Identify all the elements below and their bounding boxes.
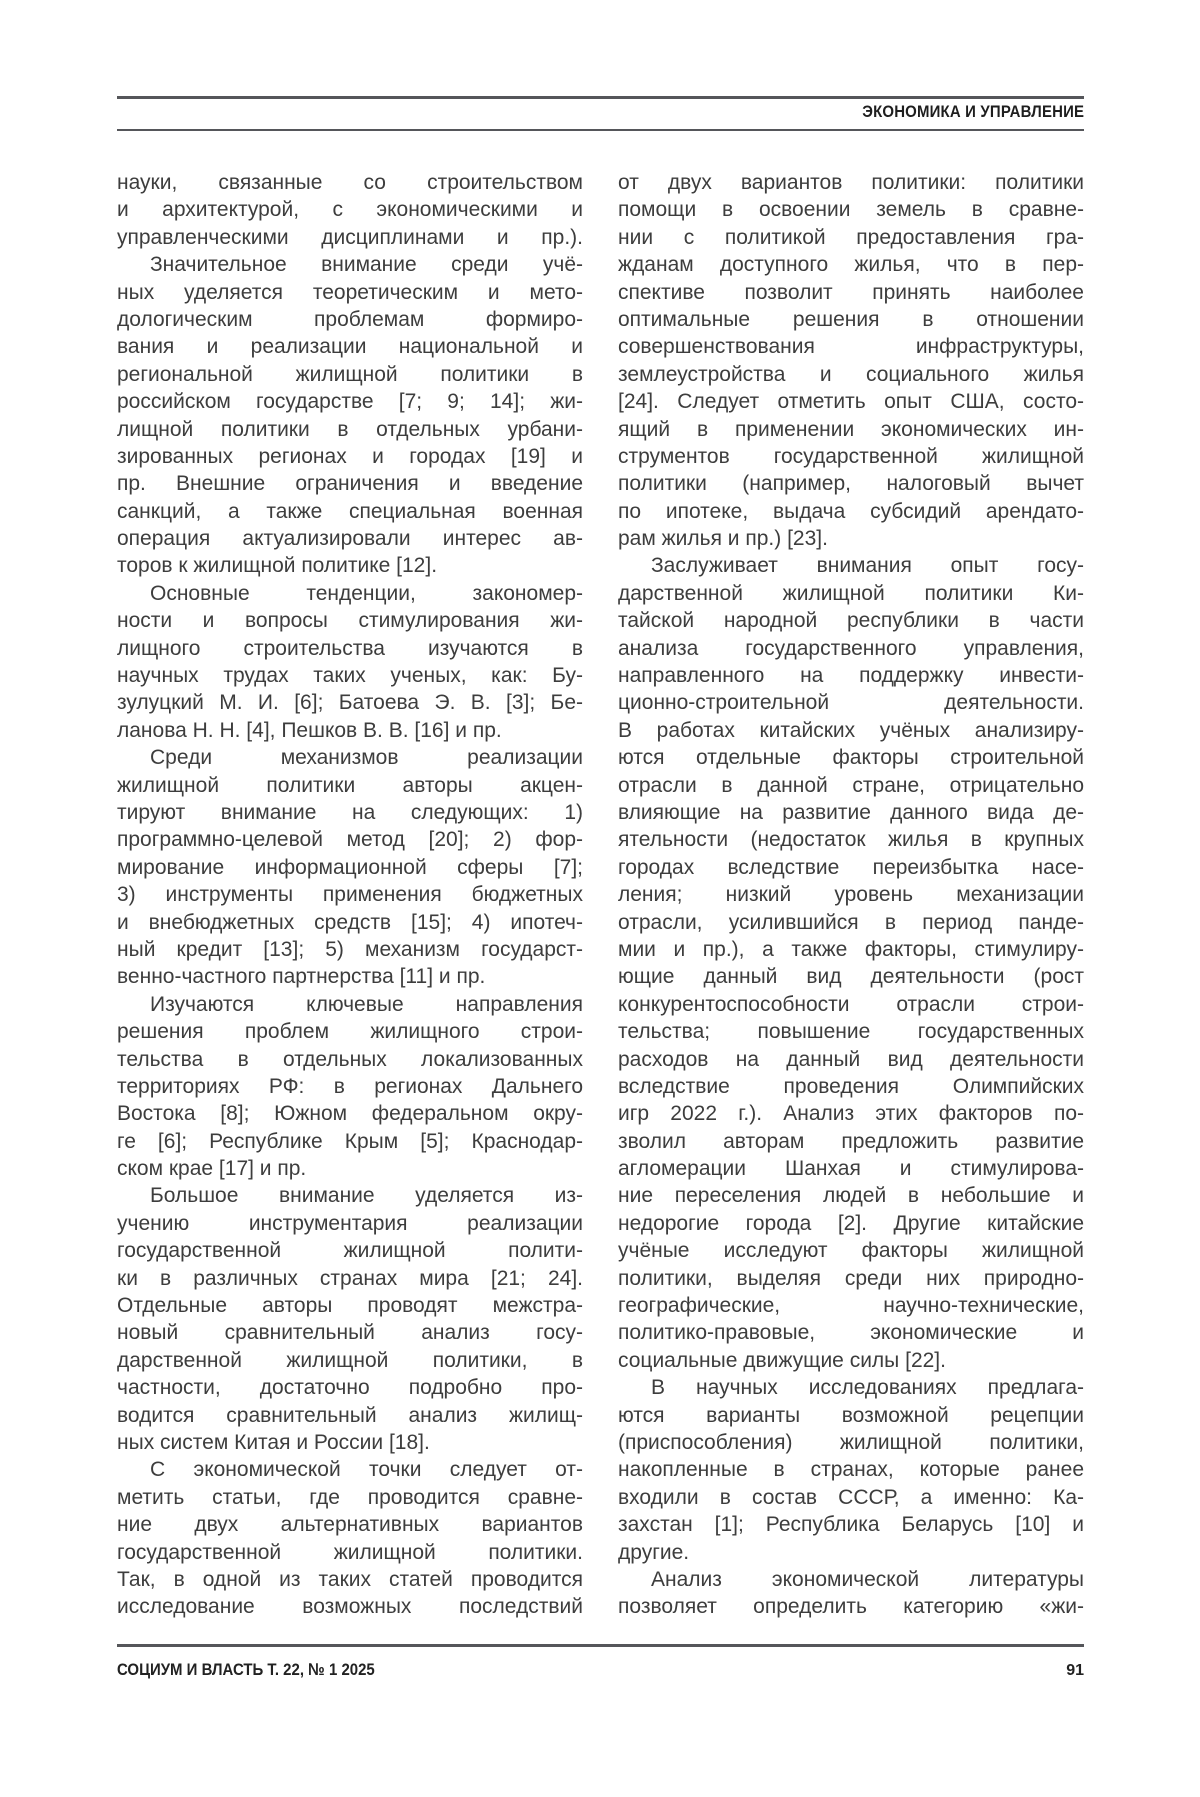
text-line: и внебюджетных средств [15]; 4) ипотеч- [117,910,583,934]
text-line: программно-целевой метод [20]; 2) фор- [117,828,583,852]
text-line: по ипотеке, выдача субсидий арендато- [618,499,1084,523]
header-rule-thin [117,129,1084,131]
text-line: ге [6]; Республике Крым [5]; Краснодар- [117,1129,583,1153]
text-line: Востока [8]; Южном федеральном окру- [117,1102,583,1126]
text-line: В работах китайских учёных анализиру- [618,718,1084,742]
text-line: российском государстве [7; 9; 14]; жи- [117,390,583,414]
text-line: венно-частного партнерства [11] и пр. [117,965,486,989]
text-line: ционно-строительной деятельности. [618,691,1084,715]
text-line: Анализ экономической литературы [651,1567,1084,1591]
text-line: конкурентоспособности отрасли строи- [618,992,1084,1016]
text-line: лищного строительства изучаются в [117,636,583,660]
text-line: С экономической точки следует от- [150,1458,583,1482]
text-line: влияющие на развитие данного вида де- [618,800,1084,824]
text-line: пр. Внешние ограничения и введение [117,472,583,496]
page-number: 91 [1066,1662,1084,1679]
text-line: учёные исследуют факторы жилищной [618,1239,1084,1263]
text-line: ящий в применении экономических ин- [618,417,1084,441]
text-line: дарственной жилищной политики, в [117,1348,583,1372]
text-line: позволяет определить категорию «жи- [618,1595,1084,1619]
text-line: лищной политики в отдельных урбани- [117,417,583,441]
text-line: зволил авторам предложить развитие [618,1129,1084,1153]
text-line: ятельности (недостаток жилья в крупных [618,828,1084,852]
header-rule-thick [117,96,1084,99]
text-line: ющие данный вид деятельности (рост [618,965,1084,989]
text-line: государственной жилищной полити- [117,1239,583,1263]
text-line: ние двух альтернативных вариантов [117,1513,583,1537]
text-line: зированных регионах и городах [19] и [117,444,583,468]
text-line: управленческими дисциплинами и пр.). [117,225,583,249]
text-line: игр 2022 г.). Анализ этих факторов по- [618,1102,1084,1126]
text-line: политики, выделяя среди них природно- [618,1266,1084,1290]
text-line: тайской народной республики в части [618,609,1084,633]
text-line: ных систем Китая и России [18]. [117,1430,430,1454]
text-line: операция актуализировали интерес ав- [117,527,583,551]
running-head [117,102,1084,122]
section-title: ЭКОНОМИКА И УПРАВЛЕНИЕ [862,102,1084,121]
text-line: анализа государственного управления, [618,636,1084,660]
text-line: захстан [1]; Республика Беларусь [10] и [618,1513,1084,1537]
text-line: нии с политикой предоставления гра- [618,225,1084,249]
text-line: ются отдельные факторы строительной [618,746,1084,770]
text-line: метить статьи, где проводится сравне- [117,1485,583,1509]
text-line: ности и вопросы стимулирования жи- [117,609,583,633]
text-line: науки, связанные со строительством [117,171,583,194]
text-line: жилищной политики авторы акцен- [117,773,583,797]
text-column-right [618,169,1084,1621]
text-line: Основные тенденции, закономер- [150,581,583,605]
text-line: отрасли, усилившийся в период панде- [618,910,1084,934]
text-line: ки в различных странах мира [21; 24]. [117,1266,583,1290]
text-line: Заслуживает внимания опыт госу- [651,554,1084,578]
text-line: тельства в отдельных локализованных [117,1047,583,1071]
text-line: политики (например, налоговый вычет [618,472,1084,496]
text-line: зулуцкий М. И. [6]; Батоева Э. В. [3]; Бе- [117,691,583,715]
text-line: решения проблем жилищного строи- [117,1020,583,1044]
text-line: ются варианты возможной рецепции [618,1403,1084,1427]
text-line: агломерации Шанхая и стимулирова- [618,1157,1084,1181]
text-line: городах вследствие переизбытка насе- [618,855,1084,879]
text-line: и архитектурой, с экономическими и [117,198,583,222]
text-line: ском крае [17] и пр. [117,1157,307,1181]
text-line: от двух вариантов политики: политики [618,171,1084,194]
text-line: санкций, а также специальная военная [117,499,583,523]
text-line: научных трудах таких ученых, как: Бу- [117,664,583,688]
text-line: географические, научно-технические, [618,1294,1084,1318]
text-line: отрасли в данной стране, отрицательно [618,773,1084,797]
text-line: жданам доступного жилья, что в пер- [618,253,1084,277]
text-line: оптимальные решения в отношении [618,307,1084,331]
text-line: тируют внимание на следующих: 1) [117,800,583,824]
text-line: другие. [618,1540,690,1564]
text-line: дарственной жилищной политики Ки- [618,581,1084,605]
text-line: В научных исследованиях предлага- [651,1376,1084,1400]
text-line: социальные движущие силы [22]. [618,1348,946,1372]
text-line: вследствие проведения Олимпийских [618,1074,1084,1098]
text-line: рам жилья и пр.) [23]. [618,527,828,551]
text-line: мирование информационной сферы [7]; [117,855,583,879]
text-line: региональной жилищной политики в [117,362,583,386]
footer-rule [117,1644,1084,1647]
text-line: ланова Н. Н. [4], Пешков В. В. [16] и пр. [117,718,502,742]
text-line: направленного на поддержку инвести- [618,664,1084,688]
text-line: ный кредит [13]; 5) механизм государст- [117,937,583,961]
text-line: помощи в освоении земель в сравне- [618,198,1084,222]
text-line: входили в состав СССР, а именно: Ка- [618,1485,1084,1509]
text-line: Большое внимание уделяется из- [150,1184,583,1208]
text-line: [24]. Следует отметить опыт США, состо- [618,390,1084,414]
text-line: совершенствования инфраструктуры, [618,335,1084,359]
text-line: Изучаются ключевые направления [150,992,583,1016]
journal-title: СОЦИУМ И ВЛАСТЬ Т. 22, № 1 2025 [117,1660,375,1679]
text-line: новый сравнительный анализ госу- [117,1321,583,1345]
text-line: ние переселения людей в небольшие и [618,1184,1084,1208]
text-line: ления; низкий уровень механизации [618,883,1084,907]
text-line: государственной жилищной политики. [117,1540,583,1564]
text-line: тельства; повышение государственных [618,1020,1084,1044]
text-line: учению инструментария реализации [117,1211,583,1235]
text-line: струментов государственной жилищной [618,444,1084,468]
article-body [117,169,1084,1621]
text-line: частности, достаточно подробно про- [117,1376,583,1400]
page-footer [117,1660,1084,1680]
text-line: ных уделяется теоретическим и мето- [117,280,583,304]
text-line: Среди механизмов реализации [150,746,583,770]
text-line: торов к жилищной политике [12]. [117,554,438,578]
text-line: расходов на данный вид деятельности [618,1047,1084,1071]
text-line: исследование возможных последствий [117,1595,583,1619]
text-line: политико-правовые, экономические и [618,1321,1084,1345]
text-line: накопленные в странах, которые ранее [618,1458,1084,1482]
text-column-left [117,169,583,1621]
text-line: дологическим проблемам формиро- [117,307,583,331]
text-line: Значительное внимание среди учё- [150,253,583,277]
text-line: Отдельные авторы проводят межстра- [117,1294,583,1318]
text-line: территориях РФ: в регионах Дальнего [117,1074,583,1098]
text-line: землеустройства и социального жилья [618,362,1084,386]
text-line: вания и реализации национальной и [117,335,583,359]
text-line: водится сравнительный анализ жилищ- [117,1403,583,1427]
text-line: 3) инструменты применения бюджетных [117,883,583,907]
text-line: Так, в одной из таких статей проводится [117,1567,583,1591]
text-line: недорогие города [2]. Другие китайские [618,1211,1084,1235]
text-line: спективе позволит принять наиболее [618,280,1084,304]
text-line: (приспособления) жилищной политики, [618,1430,1084,1454]
text-line: мии и пр.), а также факторы, стимулиру- [618,937,1084,961]
